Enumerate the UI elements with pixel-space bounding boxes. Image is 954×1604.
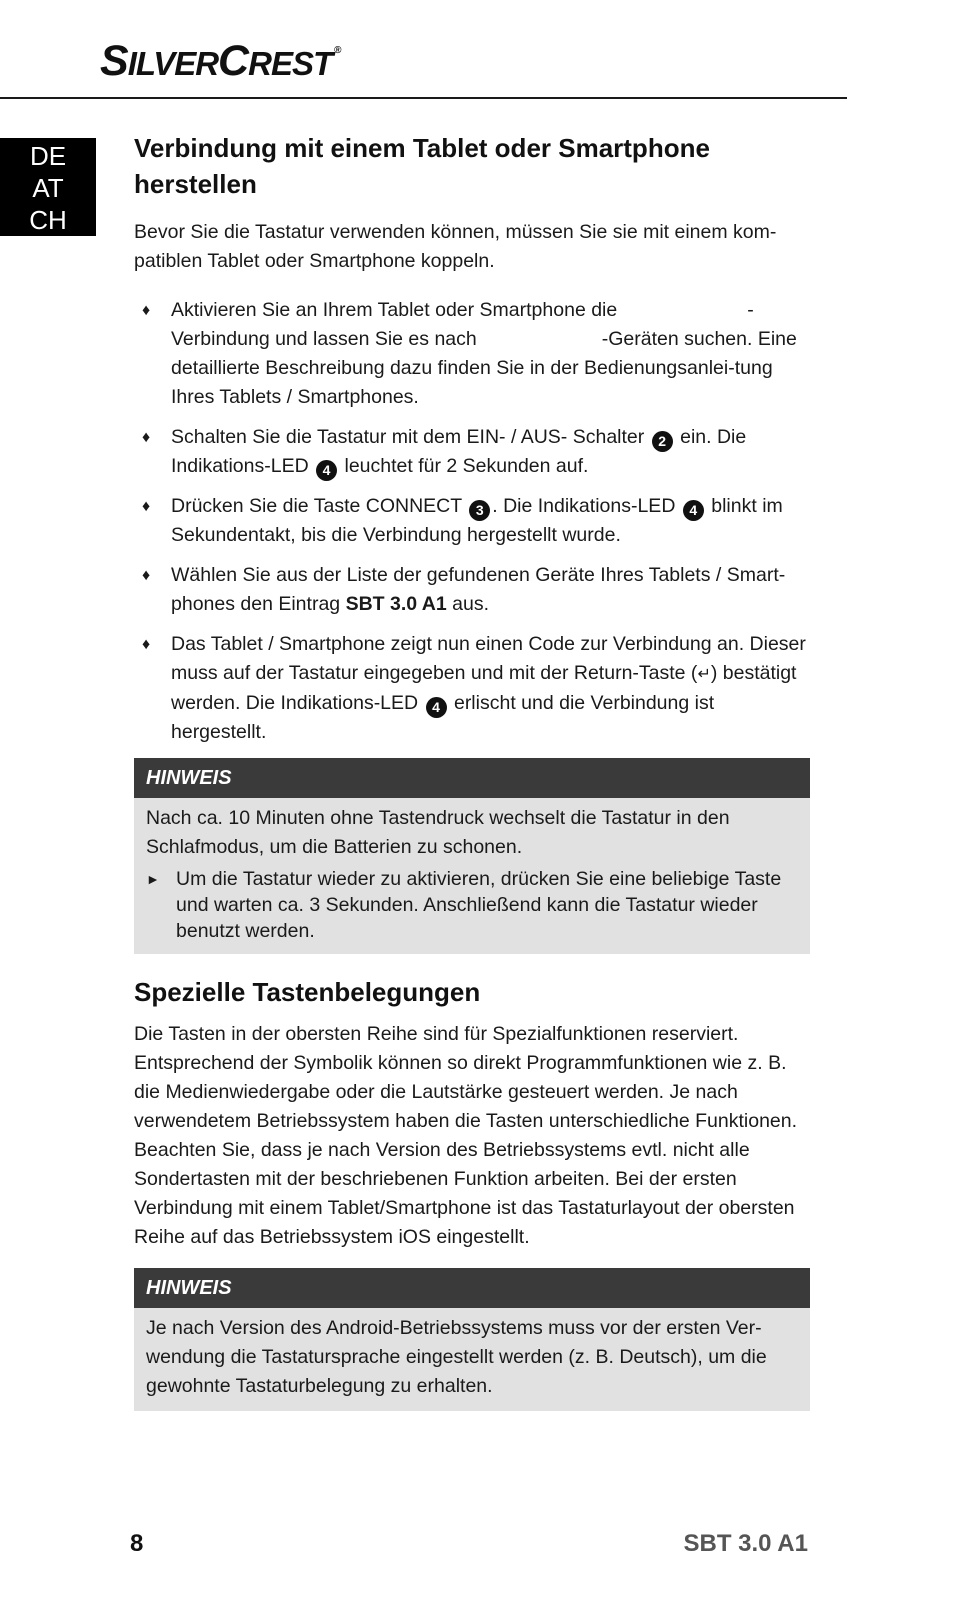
callout-number-icon: 2 (652, 431, 673, 452)
list-item: ♦ Drücken Sie die Taste CONNECT 3 . Die Indikations-LED 4 blinkt im Sekundentakt, bis die Verbindung hergestellt wurde. (134, 492, 810, 550)
list-item: ♦ Aktivieren Sie an Ihrem Tablet oder Smartphone die - Verbindung und lassen Sie es nach -Geräten suchen. Eine detaillierte Beschreibung dazu finden Sie in der Bedienungsanlei-tung Ihres Tablets / Smartphones. (134, 296, 810, 412)
diamond-bullet-icon: ♦ (142, 567, 151, 584)
language-tab (0, 138, 96, 236)
language-code: AT (32, 173, 64, 203)
note-box (134, 758, 810, 954)
model-name: SBT 3.0 A1 (345, 593, 447, 615)
note-box (134, 1268, 810, 1411)
diamond-bullet-icon: ♦ (142, 302, 151, 319)
note-heading: HINWEIS (134, 758, 810, 798)
note-instruction: ► Um die Tastatur wieder zu aktivieren, drücken Sie eine beliebige Taste und warten ca. 3 Sekunden. Anschließend kann die Tastatur wieder benutzt werden. (146, 868, 782, 942)
main-content (134, 130, 810, 1411)
brand-logo: SILVERCREST ® (100, 37, 341, 85)
special-keys-paragraph: Die Tasten in der obersten Reihe sind für Spezialfunktionen reserviert. Entsprechend der Symbolik können so direkt Programmfunktionen wie z. B. die Medienwiedergabe oder die Lautstärke gesteuert werden. Je nach verwendetem Betriebssystem haben die Tasten unterschiedliche Funktionen. Beachten Sie, dass je nach Version des Betriebssystems evtl. nicht alle Sondertasten mit der beschriebenen Funktion arbeiten. Bei der ersten Verbindung mit einem Tablet/Smartphone ist das Tastaturlayout der obersten Reihe auf das Betriebssystem iOS eingestellt. (134, 1023, 798, 1248)
page-number: 8 (130, 1530, 144, 1557)
note-text: Je nach Version des Android-Betriebssystems muss vor der ersten Ver-wendung die Tastatursprache eingestellt werden (z. B. Deutsch), um die gewohnte Tastaturbelegung zu erhalten. (146, 1317, 767, 1397)
intro-paragraph: Bevor Sie die Tastatur verwenden können, müssen Sie sie mit einem kom-patiblen Tablet oder Smartphone koppeln. (134, 221, 777, 272)
diamond-bullet-icon: ♦ (142, 636, 151, 653)
section-title-connection: Verbindung mit einem Tablet oder Smartphone herstellen (134, 133, 710, 199)
list-item: ♦ Das Tablet / Smartphone zeigt nun einen Code zur Verbindung an. Dieser muss auf der Tastatur eingegeben und mit der Return-Taste (↵) bestätigt werden. Die Indikations-LED 4 erlischt und die Verbindung ist hergestellt. (134, 630, 810, 747)
note-heading: HINWEIS (134, 1268, 810, 1308)
footer-model: SBT 3.0 A1 (683, 1530, 808, 1557)
callout-number-icon: 3 (469, 500, 490, 521)
callout-number-icon: 4 (426, 697, 447, 718)
section-title-special-keys: Spezielle Tastenbelegungen (134, 977, 481, 1007)
diamond-bullet-icon: ♦ (142, 429, 151, 446)
language-code: DE (29, 141, 67, 171)
step-list (134, 296, 810, 747)
list-item: ♦ Wählen Sie aus der Liste der gefundenen Geräte Ihres Tablets / Smart-phones den Eintrag SBT 3.0 A1 aus. (134, 561, 810, 619)
language-code: CH (29, 205, 67, 235)
note-text: Nach ca. 10 Minuten ohne Tastendruck wechselt die Tastatur in den Schlafmodus, um die Batterien zu schonen. (146, 807, 730, 858)
header-divider (0, 97, 847, 99)
return-key-icon: ↵ (697, 666, 711, 683)
arrow-right-icon: ► (146, 871, 160, 887)
callout-number-icon: 4 (316, 460, 337, 481)
list-item: ♦ Schalten Sie die Tastatur mit dem EIN- / AUS- Schalter 2 ein. Die Indikations-LED 4 leuchtet für 2 Sekunden auf. (134, 423, 810, 481)
diamond-bullet-icon: ♦ (142, 498, 151, 515)
callout-number-icon: 4 (683, 500, 704, 521)
